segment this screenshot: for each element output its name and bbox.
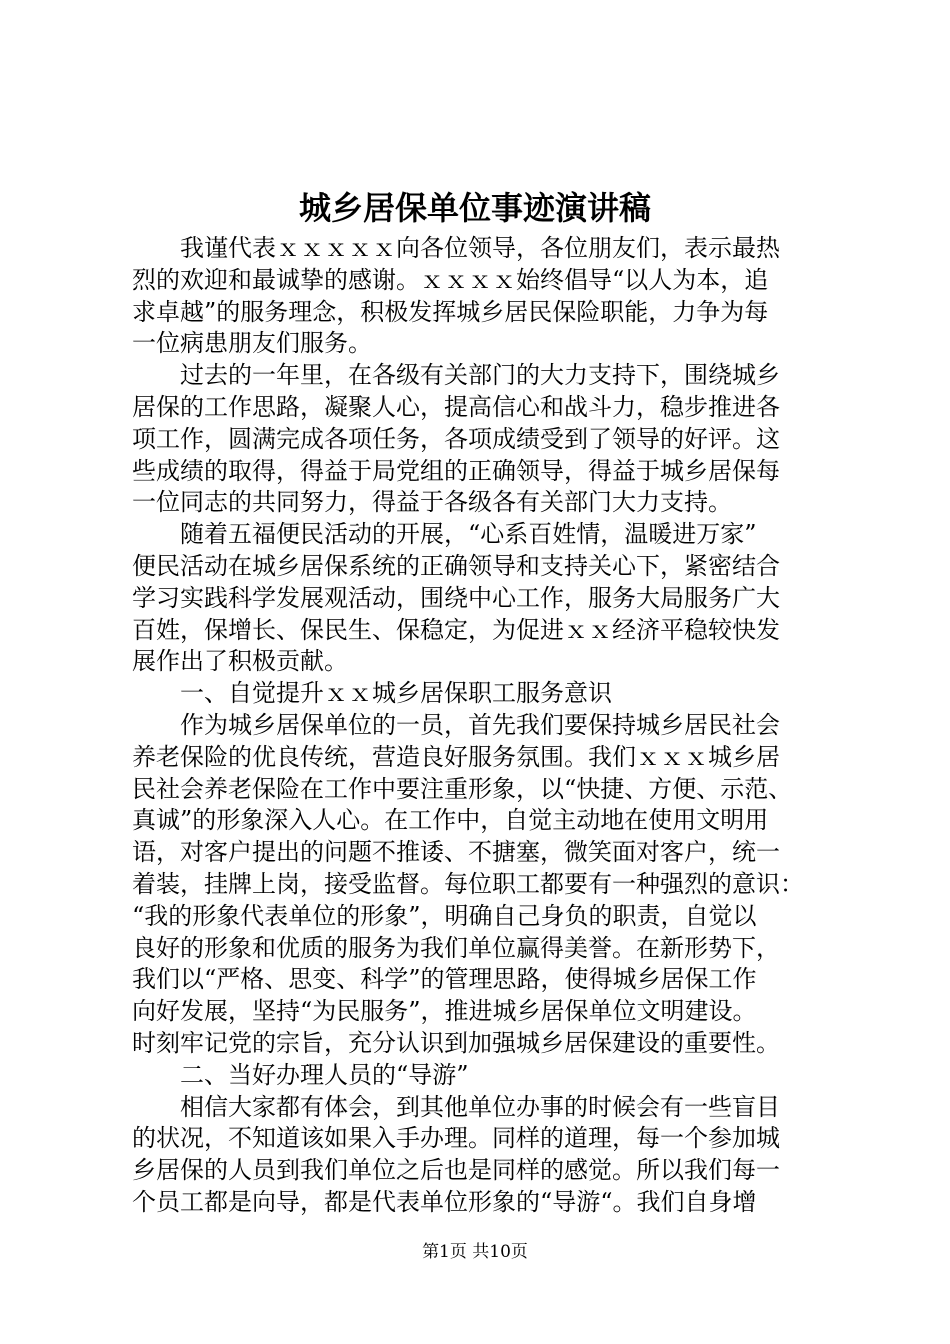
body-line: 的状况，不知道该如果入手办理。同样的道理，每一个参加城 — [132, 1124, 780, 1153]
body-line: 一位病患朋友们服务。 — [132, 329, 372, 358]
body-line: 求卓越”的服务理念，积极发挥城乡居民保险职能，力争为每 — [132, 297, 769, 326]
body-line: 居保的工作思路，凝聚人心，提高信心和战斗力，稳步推进各 — [132, 392, 780, 421]
body-line: 学习实践科学发展观活动，围绕中心工作，服务大局服务广大 — [132, 583, 780, 612]
body-line: 便民活动在城乡居保系统的正确领导和支持关心下，紧密结合 — [132, 551, 780, 580]
body-line: 些成绩的取得，得益于局党组的正确领导，得益于城乡居保每 — [132, 456, 780, 485]
body-line: 相信大家都有体会，到其他单位办事的时候会有一些盲目 — [132, 1092, 780, 1121]
body-line: “我的形象代表单位的形象”，明确自己身负的职责，自觉以 — [132, 901, 757, 930]
body-line: 民社会养老保险在工作中要注重形象，以“快捷、方便、示范、 — [132, 774, 793, 803]
body-line: 作为城乡居保单位的一员，首先我们要保持城乡居民社会 — [132, 710, 780, 739]
body-line: 良好的形象和优质的服务为我们单位赢得美誉。在新形势下， — [132, 933, 780, 962]
body-line: 真诚”的形象深入人心。在工作中，自觉主动地在使用文明用 — [132, 806, 769, 835]
page-footer: 第1页 共10页 — [422, 1242, 528, 1262]
body-line: 二、当好办理人员的“导游” — [132, 1060, 469, 1089]
body-line: 语，对客户提出的问题不推诿、不搪塞，微笑面对客户，统一 — [132, 838, 780, 867]
body-line: 向好发展，坚持“为民服务”，推进城乡居保单位文明建设。 — [132, 997, 757, 1026]
body-line: 我谨代表ｘｘｘｘｘ向各位领导，各位朋友们，表示最热 — [132, 234, 780, 262]
body-line: 养老保险的优良传统，营造良好服务氛围。我们ｘｘｘ城乡居 — [132, 742, 780, 771]
body-line: 项工作，圆满完成各项任务，各项成绩受到了领导的好评。这 — [132, 424, 780, 453]
body-line: 随着五福便民活动的开展，“心系百姓情，温暖进万家” — [132, 520, 757, 549]
body-line: 一位同志的共同努力，得益于各级各有关部门大力支持。 — [132, 488, 732, 517]
body-line: 乡居保的人员到我们单位之后也是同样的感觉。所以我们每一 — [132, 1156, 780, 1185]
body-line: 我们以“严格、思变、科学”的管理思路，使得城乡居保工作 — [132, 965, 757, 994]
document-body — [132, 233, 832, 1219]
body-line: 展作出了积极贡献。 — [132, 647, 348, 676]
body-line: 百姓，保增长、保民生、保稳定，为促进ｘｘ经济平稳较快发 — [132, 615, 780, 644]
body-line: 时刻牢记党的宗旨，充分认识到加强城乡居保建设的重要性。 — [132, 1028, 780, 1057]
body-line: 一、自觉提升ｘｘ城乡居保职工服务意识 — [132, 679, 612, 708]
body-line: 个员工都是向导，都是代表单位形象的“导游“。我们自身增 — [132, 1187, 757, 1216]
body-line: 过去的一年里，在各级有关部门的大力支持下，围绕城乡 — [132, 361, 780, 390]
body-line: 着装，挂牌上岗，接受监督。每位职工都要有一种强烈的意识： — [132, 869, 804, 898]
document-title: 城乡居保单位事迹演讲稿 — [298, 189, 651, 227]
body-line: 烈的欢迎和最诚挚的感谢。ｘｘｘｘ始终倡导“以人为本，追 — [132, 265, 769, 294]
